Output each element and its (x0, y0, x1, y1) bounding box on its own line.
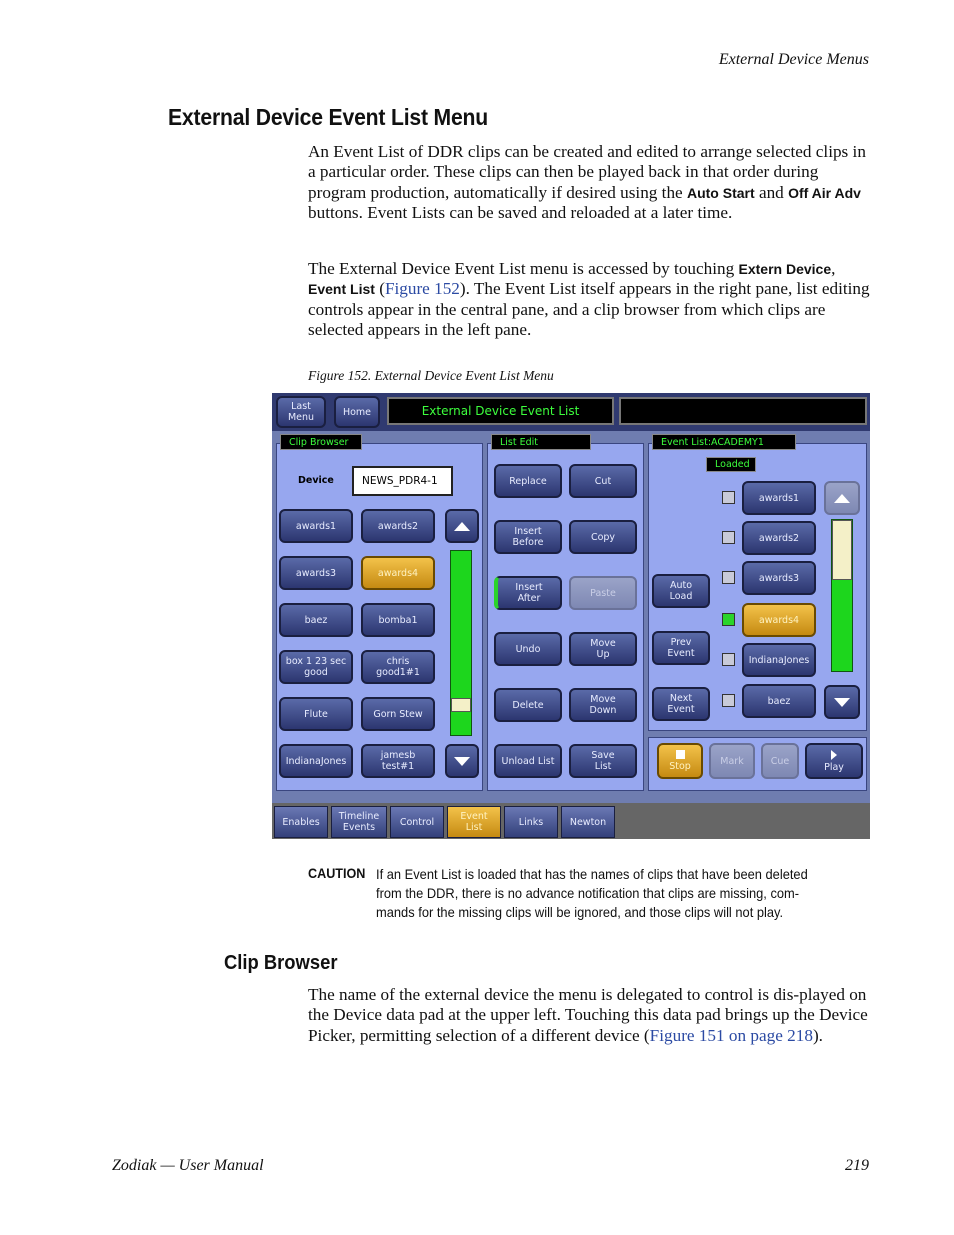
prev-event-button[interactable]: Prev Event (652, 631, 710, 665)
clip-awards3[interactable]: awards3 (279, 556, 353, 590)
figure-152-link[interactable]: Figure 152 (384, 279, 460, 299)
event-list-menu-figure (272, 393, 870, 839)
section-title-clip-browser: Clip Browser (224, 952, 338, 974)
clip-flute[interactable]: Flute (279, 697, 353, 731)
device-data-pad[interactable]: NEWS_PDR4-1 (352, 466, 453, 496)
clip-awards1[interactable]: awards1 (279, 509, 353, 543)
clip-browser-label: Clip Browser (280, 434, 362, 450)
move-down-button[interactable]: Move Down (569, 688, 637, 722)
unload-list-button[interactable]: Unload List (494, 744, 562, 778)
clip-indianajones[interactable]: IndianaJones (279, 744, 353, 778)
footer-page-number: 219 (845, 1157, 869, 1174)
tab-event-list[interactable]: Event List (447, 806, 501, 838)
intro-paragraph-1: An Event List of DDR clips can be created and edited to arrange selected clips in a particular order. These clips can then be played back in that order during program production, automatically if desired using the Auto Start and Off Air Adv buttons. Event Lists can be saved and reloaded at a later time. (308, 142, 866, 223)
tab-timeline-events[interactable]: Timeline Events (331, 806, 387, 838)
cut-button[interactable]: Cut (569, 464, 637, 498)
clip-scroll-up-button[interactable] (445, 509, 479, 543)
clip-chris-good1[interactable]: chris good1#1 (361, 650, 435, 684)
event-select-box[interactable] (722, 491, 735, 504)
event-select-box[interactable] (722, 653, 735, 666)
home-button[interactable]: Home (334, 396, 380, 428)
clip-baez[interactable]: baez (279, 603, 353, 637)
arrow-up-icon (454, 522, 470, 531)
tab-enables[interactable]: Enables (274, 806, 328, 838)
event-list-label: Event List:ACADEMY1 (652, 434, 796, 450)
stop-button[interactable]: Stop (657, 743, 703, 779)
arrow-down-icon (454, 757, 470, 766)
event-awards3[interactable]: awards3 (742, 561, 816, 595)
replace-button[interactable]: Replace (494, 464, 562, 498)
extern-device-ref: Extern Device (738, 261, 832, 277)
event-select-box[interactable] (722, 571, 735, 584)
footer-manual-title: Zodiak — User Manual (112, 1157, 264, 1174)
next-event-button[interactable]: Next Event (652, 687, 710, 721)
arrow-down-icon (834, 698, 850, 707)
menu-title-blank (619, 397, 867, 425)
tab-newton[interactable]: Newton (561, 806, 615, 838)
event-baez[interactable]: baez (742, 684, 816, 718)
clip-awards4[interactable]: awards4 (361, 556, 435, 590)
stop-icon (676, 750, 685, 759)
event-select-box[interactable] (722, 531, 735, 544)
event-awards4[interactable]: awards4 (742, 603, 816, 637)
insert-after-button[interactable]: Insert After (494, 576, 562, 610)
copy-button[interactable]: Copy (569, 520, 637, 554)
caution-label: CAUTION (308, 865, 366, 881)
page-title: External Device Event List Menu (168, 104, 489, 130)
save-list-button[interactable]: Save List (569, 744, 637, 778)
clip-box-1-23-sec-good[interactable]: box 1 23 sec good (279, 650, 353, 684)
device-label: Device (298, 475, 334, 486)
auto-load-button[interactable]: Auto Load (652, 574, 710, 608)
caution-text: If an Event List is loaded that has the names of clips that have been deleted from the DDR, there is no advance notification that clips are missing, com-mands for the missing clips will be ignored, and those clips will not play. (376, 866, 808, 920)
clip-scroll-down-button[interactable] (445, 744, 479, 778)
loaded-status: Loaded (706, 457, 756, 472)
tab-control[interactable]: Control (390, 806, 444, 838)
play-icon (831, 750, 837, 760)
paste-button[interactable]: Paste (569, 576, 637, 610)
mark-button[interactable]: Mark (709, 743, 755, 779)
move-up-button[interactable]: Move Up (569, 632, 637, 666)
off-air-adv-ref: Off Air Adv (788, 184, 861, 201)
event-scrollbar-thumb[interactable] (832, 520, 852, 580)
insert-before-button[interactable]: Insert Before (494, 520, 562, 554)
menu-title: External Device Event List (387, 397, 614, 425)
clip-scrollbar-thumb[interactable] (451, 698, 471, 712)
clip-jamesb-test1[interactable]: jamesb test#1 (361, 744, 435, 778)
tab-links[interactable]: Links (504, 806, 558, 838)
arrow-up-icon (834, 494, 850, 503)
intro-paragraph-2: The External Device Event List menu is accessed by touching Extern Device, Event List (Figure 152). The Event List itself appears in the right pane, list editing controls appear in the central pane, and a clip browser from which clips are selected appears in the left pane. (308, 259, 870, 340)
event-scroll-up-button[interactable] (824, 481, 860, 515)
event-select-box-active[interactable] (722, 613, 735, 626)
event-list-ref: Event List (308, 281, 375, 298)
clip-awards2[interactable]: awards2 (361, 509, 435, 543)
figure-caption: Figure 152. External Device Event List Menu (308, 368, 554, 383)
undo-button[interactable]: Undo (494, 632, 562, 666)
running-header: External Device Menus (718, 51, 869, 68)
event-indianajones[interactable]: IndianaJones (742, 643, 816, 677)
play-button[interactable]: Play (805, 743, 863, 779)
event-awards1[interactable]: awards1 (742, 481, 816, 515)
clip-gorn-stew[interactable]: Gorn Stew (361, 697, 435, 731)
delete-button[interactable]: Delete (494, 688, 562, 722)
event-select-box[interactable] (722, 694, 735, 707)
clip-browser-paragraph: The name of the external device the menu is delegated to control is dis-played on the Device data pad at the upper left. Touching this data pad brings up the Device Picker, permitting selection of a different device (Figure 151 on page 218). (308, 985, 868, 1045)
figure-151-link[interactable]: Figure 151 on page 218 (649, 1025, 813, 1045)
clip-bomba1[interactable]: bomba1 (361, 603, 435, 637)
list-edit-label: List Edit (491, 434, 591, 450)
cue-button[interactable]: Cue (761, 743, 799, 779)
last-menu-button[interactable]: Last Menu (276, 396, 326, 428)
event-scroll-down-button[interactable] (824, 685, 860, 719)
auto-start-ref: Auto Start (686, 184, 755, 201)
event-awards2[interactable]: awards2 (742, 521, 816, 555)
